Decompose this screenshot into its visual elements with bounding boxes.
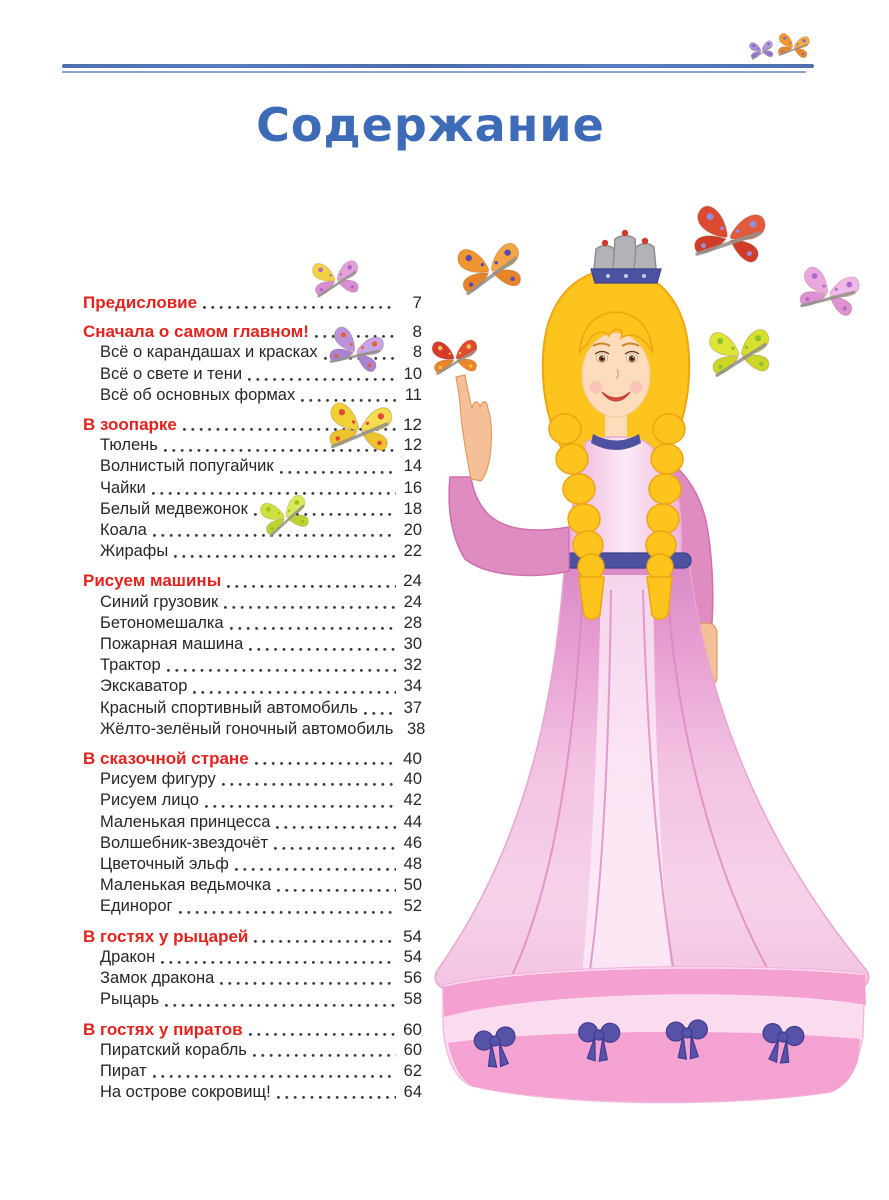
toc-leader-dots xyxy=(222,783,396,786)
toc-entry-label: Красный спортивный автомобиль xyxy=(100,698,359,717)
toc-item-row xyxy=(83,1082,422,1103)
princess-yellowgreen-butterfly-icon xyxy=(704,320,776,386)
toc-leader-dots xyxy=(153,1075,396,1078)
toc-entry-label: Пожарная машина xyxy=(100,635,244,654)
toc-leader-dots xyxy=(174,555,396,558)
toc-entry-label: Тюлень xyxy=(100,436,158,455)
toc-leader-dots xyxy=(205,805,396,808)
toc-item-row xyxy=(83,833,422,854)
toc-item-row xyxy=(83,698,422,719)
toc-entry-label: На острове сокровищ! xyxy=(100,1083,271,1102)
toc-leader-dots xyxy=(167,669,396,672)
princess-skirt xyxy=(435,561,868,1009)
princess-face xyxy=(582,333,650,417)
toc-entry-label: Синий грузовик xyxy=(100,592,219,611)
toc-entry-label: В гостях у пиратов xyxy=(83,1019,243,1039)
toc-leader-dots xyxy=(277,889,396,892)
toc-item-row xyxy=(83,592,422,613)
toc-page-number: 56 xyxy=(403,969,422,988)
toc-page-number: 8 xyxy=(412,343,422,362)
toc-entry-label: Чайки xyxy=(100,478,146,497)
toc-leader-dots xyxy=(277,1096,396,1099)
toc-item-row xyxy=(83,790,422,811)
toc-page-number: 12 xyxy=(403,436,422,455)
toc-leader-dots xyxy=(253,1054,396,1057)
toc-leader-dots xyxy=(179,911,396,914)
toc-entry-label: Коала xyxy=(100,521,147,540)
toc-item-row xyxy=(83,634,422,655)
toc-yellow-butterfly-icon xyxy=(322,393,398,463)
toc-page-number: 62 xyxy=(403,1061,422,1080)
toc-entry-label: Экскаватор xyxy=(100,677,188,696)
toc-page-number: 16 xyxy=(403,478,422,497)
toc-entry-label: Дракон xyxy=(100,947,156,966)
toc-page-number: 22 xyxy=(403,542,422,561)
toc-item-row xyxy=(83,541,422,562)
toc-leader-dots xyxy=(276,826,396,829)
corner-purple-butterfly-icon xyxy=(747,37,776,64)
toc-entry-label: Всё о карандашах и красках xyxy=(100,343,318,362)
toc-item-row xyxy=(83,854,422,875)
toc-item-row xyxy=(83,655,422,676)
toc-leader-dots xyxy=(161,961,396,964)
toc-leader-dots xyxy=(203,306,396,309)
toc-page-number: 50 xyxy=(403,876,422,895)
corner-orange-butterfly-icon xyxy=(774,28,813,65)
toc-section-row xyxy=(83,748,422,769)
toc-entry-label: Жирафы xyxy=(100,542,169,561)
toc-page-number: 52 xyxy=(403,897,422,916)
toc-page-number: 48 xyxy=(403,855,422,874)
toc-page-number: 60 xyxy=(403,1040,422,1059)
toc-entry-label: В гостях у рыцарей xyxy=(83,926,249,946)
toc-leader-dots xyxy=(249,1033,396,1036)
toc-leader-dots xyxy=(364,712,396,715)
toc-entry-label: Жёлто-зелёный гоночный автомобиль xyxy=(100,719,394,738)
princess-hand xyxy=(456,375,491,481)
toc-page-number: 40 xyxy=(403,749,422,769)
toc-entry-label: В сказочной стране xyxy=(83,749,249,769)
toc-item-row xyxy=(83,1061,422,1082)
toc-page-number: 30 xyxy=(403,635,422,654)
toc-page-number: 34 xyxy=(403,677,422,696)
toc-entry-label: Рисуем машины xyxy=(83,571,222,591)
toc-page-number: 54 xyxy=(403,947,422,966)
princess-red-butterfly-icon xyxy=(685,194,774,276)
princess-orange-butterfly-icon xyxy=(451,232,529,304)
toc-section-row xyxy=(83,292,422,313)
toc-entry-label: Волшебник-звездочёт xyxy=(100,833,269,852)
toc-page-number: 7 xyxy=(412,293,422,312)
toc-page-number: 32 xyxy=(403,656,422,675)
toc-item-row xyxy=(83,520,422,541)
toc-page-number: 24 xyxy=(403,592,422,611)
page-title: Содержание xyxy=(256,98,605,152)
toc-page-number: 24 xyxy=(403,571,422,591)
toc-entry-label: Замок дракона xyxy=(100,969,215,988)
toc-page-number: 10 xyxy=(403,364,422,383)
toc-page-number: 64 xyxy=(403,1083,422,1102)
toc-page-number: 18 xyxy=(403,499,422,518)
toc-leader-dots xyxy=(230,627,396,630)
toc-page-number: 46 xyxy=(403,833,422,852)
toc-leader-dots xyxy=(274,847,396,850)
toc-leader-dots xyxy=(227,585,396,588)
toc-page-number: 42 xyxy=(403,791,422,810)
hand-red-butterfly-icon xyxy=(421,332,489,381)
toc-entry-label: Волнистый попугайчик xyxy=(100,457,274,476)
toc-page-number: 38 xyxy=(406,719,426,738)
toc-entry-label: Единорог xyxy=(100,897,173,916)
toc-entry-label: Рисуем фигуру xyxy=(100,770,216,789)
toc-item-row xyxy=(83,478,422,499)
header-rule-thick xyxy=(62,64,814,68)
toc-entry-label: Белый медвежонок xyxy=(100,499,248,518)
toc-page-number: 37 xyxy=(403,698,422,717)
toc-item-row xyxy=(83,989,422,1010)
toc-pink-butterfly-icon xyxy=(308,253,364,304)
toc-item-row xyxy=(83,613,422,634)
toc-entry-label: Рыцарь xyxy=(100,990,160,1009)
toc-entry-label: Предисловие xyxy=(83,293,198,312)
toc-entry-label: Сначала о самом главном! xyxy=(83,322,309,342)
toc-item-row xyxy=(83,676,422,697)
toc-page-number: 8 xyxy=(412,322,422,342)
toc-leader-dots xyxy=(224,606,396,609)
toc-leader-dots xyxy=(249,648,396,651)
toc-entry-label: Пират xyxy=(100,1061,147,1080)
toc-item-row xyxy=(83,1040,422,1061)
toc-leader-dots xyxy=(254,940,396,943)
toc-section-row xyxy=(83,926,422,947)
toc-page-number: 60 xyxy=(403,1019,422,1039)
toc-leader-dots xyxy=(280,471,396,474)
toc-leader-dots xyxy=(220,982,396,985)
toc-page-number: 20 xyxy=(403,521,422,540)
toc-entry-label: Трактор xyxy=(100,656,161,675)
toc-item-row xyxy=(83,812,422,833)
header-rule-thin xyxy=(62,71,806,73)
toc-page-number: 58 xyxy=(403,990,422,1009)
toc-item-row xyxy=(83,968,422,989)
toc-entry-label: Всё о свете и тени xyxy=(100,364,243,383)
header-rule xyxy=(62,64,814,73)
toc-page-number: 40 xyxy=(403,770,422,789)
toc-item-row xyxy=(83,896,422,917)
toc-item-row xyxy=(83,947,422,968)
princess-illustration xyxy=(415,185,889,1145)
toc-entry-label: Пиратский корабль xyxy=(100,1040,247,1059)
toc-entry-label: Всё об основных формах xyxy=(100,385,296,404)
toc-entry-label: Цветочный эльф xyxy=(100,855,229,874)
toc-page-number: 54 xyxy=(403,926,422,946)
princess-hem-ruffle xyxy=(443,967,866,1103)
toc-entry-label: Рисуем лицо xyxy=(100,791,199,810)
toc-entry-label: Маленькая принцесса xyxy=(100,812,271,831)
toc-leader-dots xyxy=(235,868,396,871)
toc-item-row xyxy=(83,769,422,790)
toc-item-row xyxy=(83,719,426,740)
toc-page-number: 44 xyxy=(403,812,422,831)
toc-entry-label: Бетономешалка xyxy=(100,613,224,632)
toc-leader-dots xyxy=(255,762,396,765)
toc-entry-label: В зоопарке xyxy=(83,415,177,435)
princess-crown xyxy=(591,230,661,283)
toc-item-row xyxy=(83,875,422,896)
toc-section-row xyxy=(83,1019,422,1040)
toc-item-row xyxy=(83,499,422,520)
toc-page-number: 14 xyxy=(403,457,422,476)
toc-page-number: 12 xyxy=(403,415,422,435)
toc-leader-dots xyxy=(193,691,396,694)
toc-page-number: 28 xyxy=(403,613,422,632)
toc-entry-label: Маленькая ведьмочка xyxy=(100,876,272,895)
toc-section-row xyxy=(83,570,422,591)
toc-leader-dots xyxy=(165,1004,396,1007)
toc-page-number: 11 xyxy=(404,385,422,404)
